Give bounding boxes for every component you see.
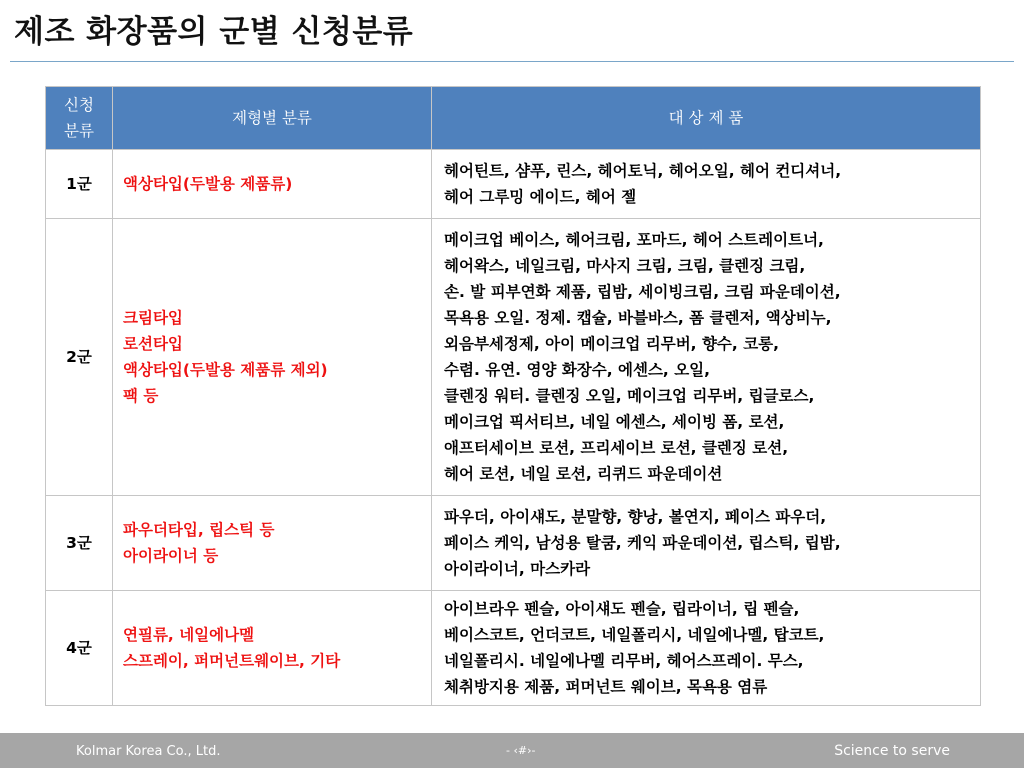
product-line: 클렌징 워터. 클렌징 오일, 메이크업 리무버, 립글로스, — [444, 387, 815, 405]
table-row — [46, 496, 981, 591]
product-line: 목욕용 오일. 정제. 캡슐, 바블바스, 폼 클렌저, 액상비누, — [444, 309, 832, 327]
product-line: 네일폴리시. 네일에나멜 리무버, 헤어스프레이. 무스, — [444, 652, 804, 670]
product-line: 헤어틴트, 샴푸, 린스, 헤어토닉, 헤어오일, 헤어 컨디셔너, — [444, 162, 842, 180]
footer-page-number: - ‹#›- — [506, 744, 536, 757]
products-cell — [432, 591, 981, 706]
form-type-line: 스프레이, 퍼머넌트웨이브, 기타 — [123, 652, 341, 670]
title-divider — [10, 61, 1014, 62]
table-row — [46, 150, 981, 219]
form-type-line: 파우더타입, 립스틱 등 — [123, 521, 275, 539]
product-line: 파우더, 아이섀도, 분말향, 향낭, 볼연지, 페이스 파우더, — [444, 508, 827, 526]
group-cell: 3군 — [46, 496, 113, 591]
product-line: 헤어 그루밍 에이드, 헤어 젤 — [444, 188, 637, 206]
form-type-line: 팩 등 — [123, 387, 159, 405]
footer-bar — [0, 733, 1024, 768]
header-form-type: 제형별 분류 — [113, 87, 432, 150]
header-group-line2: 분류 — [64, 122, 94, 140]
form-type-line: 크림타입 — [123, 309, 183, 327]
product-line: 메이크업 베이스, 헤어크림, 포마드, 헤어 스트레이트너, — [444, 231, 824, 249]
form-type-cell — [113, 219, 432, 496]
classification-table — [45, 86, 981, 706]
form-type-line: 연필류, 네일에나멜 — [123, 626, 255, 644]
table-header-row — [46, 87, 981, 150]
products-cell — [432, 219, 981, 496]
form-type-line: 액상타입(두발용 제품류 제외) — [123, 361, 328, 379]
table-row — [46, 591, 981, 706]
product-line: 아이브라우 펜슬, 아이섀도 펜슬, 립라이너, 립 펜슬, — [444, 600, 800, 618]
footer-company: Kolmar Korea Co., Ltd. — [76, 744, 221, 759]
table-row — [46, 219, 981, 496]
slide-title: 제조 화장품의 군별 신청분류 — [14, 14, 414, 50]
header-group-line1: 신청 — [64, 96, 94, 114]
form-type-line: 액상타입(두발용 제품류) — [123, 175, 293, 193]
products-cell — [432, 496, 981, 591]
header-group — [46, 87, 113, 150]
product-line: 애프터세이브 로션, 프리세이브 로션, 클렌징 로션, — [444, 439, 789, 457]
product-line: 수렴. 유연. 영양 화장수, 에센스, 오일, — [444, 361, 711, 379]
product-line: 손. 발 피부연화 제품, 립밤, 세이빙크림, 크림 파운데이션, — [444, 283, 841, 301]
group-cell: 2군 — [46, 219, 113, 496]
form-type-line: 로션타입 — [123, 335, 183, 353]
product-line: 헤어왁스, 네일크림, 마사지 크림, 크림, 클렌징 크림, — [444, 257, 806, 275]
products-cell — [432, 150, 981, 219]
product-line: 베이스코트, 언더코트, 네일폴리시, 네일에나멜, 탑코트, — [444, 626, 825, 644]
form-type-cell — [113, 496, 432, 591]
header-products: 대 상 제 품 — [432, 87, 981, 150]
product-line: 메이크업 픽서티브, 네일 에센스, 세이빙 폼, 로션, — [444, 413, 785, 431]
product-line: 체취방지용 제품, 퍼머넌트 웨이브, 목욕용 염류 — [444, 678, 768, 696]
product-line: 페이스 케익, 남성용 탈쿰, 케익 파운데이션, 립스틱, 립밤, — [444, 534, 841, 552]
form-type-cell — [113, 591, 432, 706]
form-type-line: 아이라이너 등 — [123, 547, 219, 565]
product-line: 헤어 로션, 네일 로션, 리퀴드 파운데이션 — [444, 465, 723, 483]
form-type-cell — [113, 150, 432, 219]
product-line: 아이라이너, 마스카라 — [444, 560, 591, 578]
group-cell: 1군 — [46, 150, 113, 219]
footer-slogan: Science to serve — [834, 743, 950, 759]
product-line: 외음부세정제, 아이 메이크업 리무버, 향수, 코롱, — [444, 335, 780, 353]
group-cell: 4군 — [46, 591, 113, 706]
